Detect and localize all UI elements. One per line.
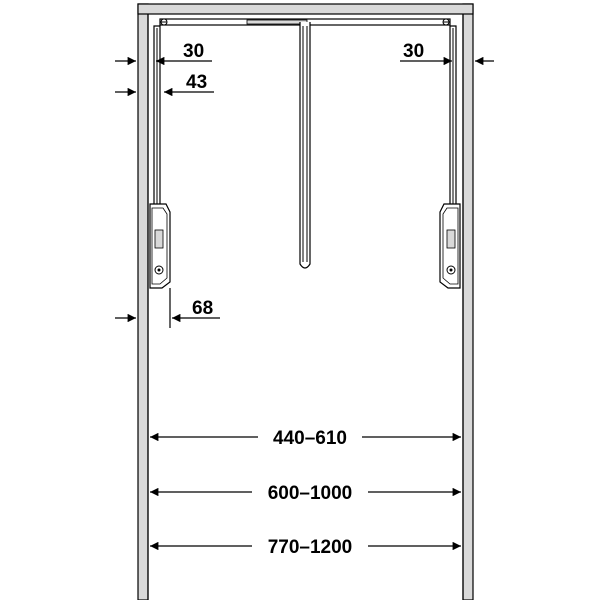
label-width-outer: 770–1200 [267, 537, 353, 558]
label-left-30: 30 [183, 41, 205, 62]
dimension-width-inner [150, 428, 461, 449]
label-width-inner: 440–610 [273, 428, 347, 449]
dimension-right-30 [400, 41, 494, 62]
dimension-left-43 [115, 72, 214, 93]
label-left-68: 68 [192, 298, 214, 319]
dimension-left-68 [115, 288, 220, 328]
label-right-30: 30 [403, 41, 425, 62]
dimension-left-30 [115, 41, 212, 62]
label-width-mid: 600–1000 [267, 483, 353, 504]
dimension-width-mid [150, 483, 461, 504]
label-left-43: 43 [186, 72, 208, 93]
dimension-width-outer [150, 537, 461, 558]
